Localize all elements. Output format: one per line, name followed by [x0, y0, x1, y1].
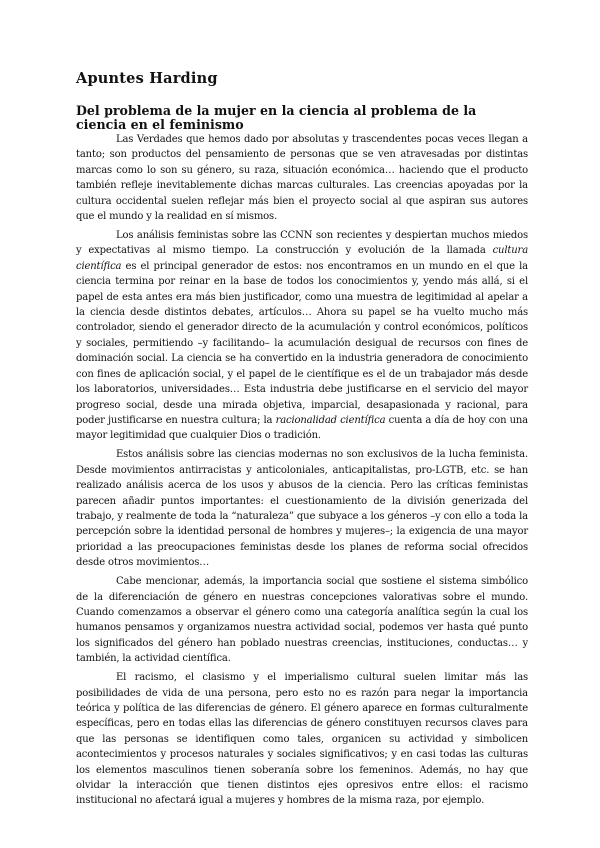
paragraph-text: Los análisis feministas sobre las CCNN son recientes y despiertan muchos miedos y expectativas al mismo tiempo. La construcción y evolución de la llamada	[76, 230, 528, 257]
paragraph-text: Estos análisis sobre las ciencias modernas no son exclusivos de la lucha feminista. Desde movimientos antirracistas y anticoloniales, anticapitalistas, pro-LGTB, etc. se han realizado análisis acerca de los usos y abusos de la ciencia. Pero las críticas feministas parecen añadir puntos importantes: el cuestionamiento de la división generizada del trabajo, y realmente de toda la “naturaleza” que subyace a los géneros –y con ello a toda la percepción sobre la identidad personal de hombres y mujeres–; la exigencia de una mayor prioridad a las preocupaciones feministas desde los planes de reforma social ofrecidos desde otros movimientos…	[76, 449, 528, 569]
paragraph-text: Las Verdades que hemos dado por absolutas y trascendentes pocas veces llegan a tanto; son productos del pensamiento de personas que se ven atravesadas por distintas marcas como lo son su género, su raza, situación económica… haciendo que el producto también refleje inevitablemente dichas marcas culturales. Las creencias apoyadas por la cultura occidental suelen reflejar más bien el proyecto social al que aspiran sus autores que el mundo y la realidad en sí mismos.	[76, 134, 528, 223]
body-text	[76, 132, 528, 809]
document-title: Apuntes Harding	[76, 70, 218, 87]
paragraph	[76, 574, 528, 666]
paragraph-text: Cabe mencionar, además, la importancia social que sostiene el sistema simbólico de la diferenciación de género en nuestras concepciones valorativas sobre el mundo. Cuando comenzamos a observar el género como una categoría analítica según la cual los humanos pensamos y organizamos nuestra actividad social, podemos ver hasta qué punto los significados del género han poblado nuestras creencias, instituciones, conductas… y también, la actividad científica.	[76, 576, 528, 665]
paragraph	[76, 132, 528, 224]
paragraph-text: es el principal generador de estos: nos encontramos en un mundo en el que la ciencia termina por reinar en la base de todos los conocimientos y, yendo más allá, si el papel de esta antes era más bien justificador, como una muestra de legitimidad al apelar a la ciencia desde distintos debates, artículos… Ahora su papel se ha vuelto mucho más controlador, siendo el generador directo de la acumulación y control económicos, políticos y sociales, permitiendo –y facilitando– la acumulación desigual de recursos con fines de dominación social. La ciencia se ha convertido en la industria generadora de conocimiento con fines de aplicación social, y el papel de le científique es el de un trabajador más desde los laboratorios, universidades… Esta industria debe justificarse en el servicio del mayor progreso social, desde una mirada objetiva, imparcial, desapasionada y racional, para poder justificarse en nuestra cultura; la	[76, 260, 528, 426]
section-title: Del problema de la mujer en la ciencia al problema de la ciencia en el feminismo	[76, 103, 477, 132]
emphasized-term: racionalidad científica	[275, 414, 386, 426]
paragraph-text: El racismo, el clasismo y el imperialismo cultural suelen limitar más las posibilidades de vida de una persona, pero esto no es razón para negar la importancia teórica y política de las diferencias de género. El género aparece en formas culturalmente específicas, pero en todas ellas las diferencias de género constituyen recursos claves para que las personas se identifiquen como tales, organicen su actividad y simbolicen acontecimientos y procesos naturales y sociales significativos; y en casi todas las culturas los elementos masculinos tienen soberanía sobre los femeninos. Además, no hay que olvidar la interacción que tienen distintos ejes opresivos entre ellos: el racismo institucional no afectará igual a mujeres y hombres de la misma raza, por ejemplo.	[76, 672, 528, 807]
emphasized-term: cultura científica	[76, 245, 528, 272]
paragraph	[76, 228, 528, 444]
paragraph-text: cuenta a día de hoy con una mayor legitimidad que cualquier Dios o tradición.	[76, 414, 528, 442]
paragraph	[76, 670, 528, 809]
paragraph	[76, 447, 528, 570]
